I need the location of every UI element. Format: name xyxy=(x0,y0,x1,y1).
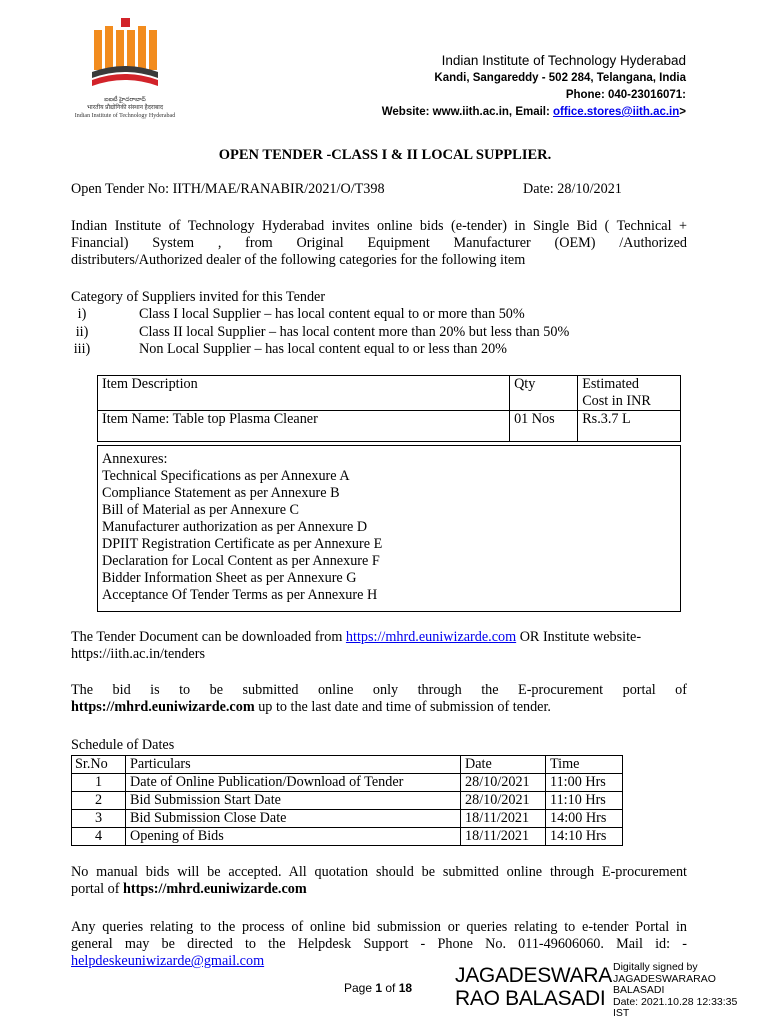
table-row xyxy=(98,411,681,442)
tender-number: Open Tender No: IITH/MAE/RANABIR/2021/O/T398 xyxy=(71,181,385,197)
schedule-date: 28/10/2021 xyxy=(461,774,546,792)
logo-bar xyxy=(105,26,113,70)
institute-tenders-url: https://iith.ac.in/tenders xyxy=(71,646,205,662)
page-prefix: Page xyxy=(344,981,376,995)
logo-caption-hindi: भारतीय प्रौद्योगिकी संस्थान हैदराबाद xyxy=(86,105,164,111)
logo-bar xyxy=(127,30,135,70)
items-table xyxy=(97,375,681,442)
manual-line xyxy=(71,881,687,898)
signature-detail-line: Digitally signed by xyxy=(613,961,698,973)
annexure-item: Bidder Information Sheet as per Annexure G xyxy=(102,570,357,586)
institute-name: Indian Institute of Technology Hyderabad xyxy=(441,53,686,68)
logo-caption xyxy=(60,96,190,120)
schedule-date: 18/11/2021 xyxy=(461,828,546,846)
download-line xyxy=(71,629,687,646)
institute-address-block xyxy=(382,52,686,121)
euniwizarde-link[interactable]: https://mhrd.euniwizarde.com xyxy=(345,629,517,645)
category-number: i) xyxy=(77,306,87,322)
supplier-categories xyxy=(71,289,687,359)
annexure-item: Technical Specifications as per Annexure A xyxy=(102,468,350,484)
annexure-item: Bill of Material as per Annexure C xyxy=(102,502,299,518)
table-row xyxy=(98,376,681,411)
table-row xyxy=(72,810,623,828)
header-particulars: Particulars xyxy=(126,756,461,774)
header-time: Time xyxy=(546,756,623,774)
annexures-table xyxy=(97,445,681,612)
annexure-item: Acceptance Of Tender Terms as per Annexure H xyxy=(102,587,378,603)
institute-phone: Phone: 040-23016071: xyxy=(565,89,686,101)
annexures-heading: Annexures: xyxy=(102,451,168,467)
schedule-particulars: Date of Online Publication/Download of Tender xyxy=(126,774,461,792)
header-sr: Sr.No xyxy=(72,756,126,774)
page-of: of xyxy=(382,981,399,995)
logo-caption-english: Indian Institute of Technology Hyderabad xyxy=(74,113,176,119)
website-suffix: > xyxy=(679,106,686,118)
header-qty: Qty xyxy=(510,376,578,411)
iith-logo xyxy=(88,18,162,90)
schedule-time: 11:10 Hrs xyxy=(546,792,623,810)
queries-line: Any queries relating to the process of online bid submission or queries relating to e-tender Portal in xyxy=(71,919,687,935)
submission-line: The bid is to be submitted online only through the E-procurement portal of xyxy=(71,682,687,698)
category-number: ii) xyxy=(75,324,89,340)
annexure-item: DPIIT Registration Certificate as per Annexure E xyxy=(102,536,383,552)
table-row xyxy=(72,774,623,792)
schedule-particulars: Bid Submission Close Date xyxy=(126,810,461,828)
header-date: Date xyxy=(461,756,546,774)
schedule-time: 14:00 Hrs xyxy=(546,810,623,828)
page-title: OPEN TENDER -CLASS I & II LOCAL SUPPLIER. xyxy=(218,147,552,163)
schedule-date: 18/11/2021 xyxy=(461,810,546,828)
submission-paragraph xyxy=(71,682,687,716)
portal-url: https://mhrd.euniwizarde.com xyxy=(71,699,255,715)
portal-url: https://mhrd.euniwizarde.com xyxy=(123,881,307,897)
email-link[interactable]: office.stores@iith.ac.in xyxy=(553,106,680,118)
item-qty: 01 Nos xyxy=(510,411,578,442)
page-current: 1 xyxy=(375,981,383,995)
logo-bar xyxy=(116,30,124,70)
download-prefix: The Tender Document can be downloaded from xyxy=(71,629,346,645)
table-row xyxy=(72,828,623,846)
submission-suffix: up to the last date and time of submission of tender. xyxy=(254,699,551,715)
category-text: Class II local Supplier – has local content more than 20% but less than 50% xyxy=(139,324,570,340)
signature-detail-line: IST xyxy=(613,1007,630,1019)
schedule-time: 11:00 Hrs xyxy=(546,774,623,792)
item-cost: Rs.3.7 L xyxy=(578,411,681,442)
download-paragraph xyxy=(71,629,687,663)
schedule-table xyxy=(71,755,623,846)
queries-line: general may be directed to the Helpdesk Support - Phone No. 011-49606060. Mail id: - xyxy=(71,936,687,952)
signer-name-line: RAO BALASADI xyxy=(455,987,606,1010)
logo-head xyxy=(121,18,130,27)
manual-bids-paragraph xyxy=(71,864,687,898)
schedule-particulars: Opening of Bids xyxy=(126,828,461,846)
annexure-item: Manufacturer authorization as per Annexure D xyxy=(102,519,368,535)
header-cost-line: Estimated xyxy=(582,376,639,392)
logo-bar xyxy=(149,30,157,70)
category-text: Class I local Supplier – has local content equal to or more than 50% xyxy=(139,306,525,322)
schedule-sr: 1 xyxy=(72,774,126,792)
item-description: Item Name: Table top Plasma Cleaner xyxy=(98,411,510,442)
header-cost xyxy=(578,376,681,411)
signer-name xyxy=(455,964,612,1010)
schedule-title: Schedule of Dates xyxy=(71,737,175,753)
download-suffix: OR Institute website- xyxy=(516,629,642,645)
signature-details xyxy=(613,962,737,1020)
annexure-item: Declaration for Local Content as per Annexure F xyxy=(102,553,380,569)
category-number: iii) xyxy=(73,341,91,357)
table-row xyxy=(72,756,623,774)
institute-address: Kandi, Sangareddy - 502 284, Telangana, India xyxy=(434,72,686,84)
schedule-sr: 3 xyxy=(72,810,126,828)
annexure-item: Compliance Statement as per Annexure B xyxy=(102,485,340,501)
schedule-time: 14:10 Hrs xyxy=(546,828,623,846)
signature-detail-line: BALASADI xyxy=(613,984,665,996)
annexures-cell xyxy=(98,446,681,612)
header-description: Item Description xyxy=(98,376,510,411)
manual-prefix: portal of xyxy=(71,881,124,897)
helpdesk-email-link[interactable]: helpdeskeuniwizarde@gmail.com xyxy=(71,953,265,969)
intro-paragraph xyxy=(71,218,687,269)
signer-name-line: JAGADESWARA xyxy=(455,964,612,987)
category-text: Non Local Supplier – has local content equal to or less than 20% xyxy=(139,341,507,357)
institute-contact xyxy=(382,104,686,121)
schedule-sr: 4 xyxy=(72,828,126,846)
website-label: Website: www.iith.ac.in, Email: xyxy=(381,106,554,118)
submission-line xyxy=(71,699,687,716)
page-total: 18 xyxy=(398,981,413,995)
schedule-particulars: Bid Submission Start Date xyxy=(126,792,461,810)
intro-line: distributers/Authorized dealer of the following categories for the following item xyxy=(71,252,526,268)
intro-line: Indian Institute of Technology Hyderabad invites online bids (e-tender) in Single Bid ( Technical + xyxy=(71,218,687,234)
categories-heading: Category of Suppliers invited for this Tender xyxy=(71,289,326,305)
schedule-date: 28/10/2021 xyxy=(461,792,546,810)
tender-date: Date: 28/10/2021 xyxy=(523,181,622,197)
logo-book xyxy=(92,74,158,86)
digital-signature xyxy=(455,958,770,1024)
table-row xyxy=(72,792,623,810)
signature-detail-line: Date: 2021.10.28 12:33:35 xyxy=(613,995,738,1008)
page-number xyxy=(344,980,412,997)
header-cost-line: Cost in INR xyxy=(582,393,651,409)
logo-bar xyxy=(94,30,102,70)
intro-line: Financial) System , from Original Equipment Manufacturer (OEM) /Authorized xyxy=(71,235,687,251)
schedule-sr: 2 xyxy=(72,792,126,810)
manual-line: No manual bids will be accepted. All quotation should be submitted online through E-procurement xyxy=(71,864,687,880)
logo-bar xyxy=(138,26,146,70)
table-row xyxy=(98,446,681,612)
logo-caption-telugu: ఐఐటీ హైదరాబాద్ xyxy=(104,97,146,103)
signature-detail-line: JAGADESWARARAO xyxy=(613,972,716,985)
